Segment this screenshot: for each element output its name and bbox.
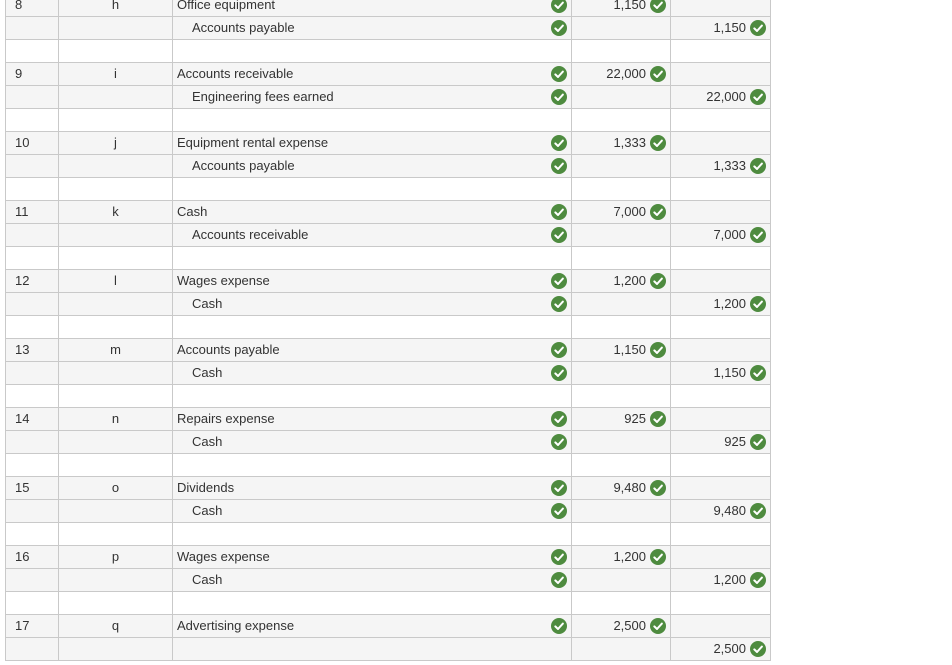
credit-amount: 2,500 <box>713 641 746 656</box>
transaction-letter-cell <box>59 569 173 591</box>
transaction-letter-cell: q <box>59 615 173 637</box>
debit-amount: 1,333 <box>613 135 646 150</box>
transaction-letter-cell <box>59 224 173 246</box>
account-title-field[interactable] <box>173 569 572 591</box>
transaction-letter-cell <box>59 155 173 177</box>
entry-number-cell: 9 <box>5 63 59 85</box>
transaction-letter-cell <box>59 431 173 453</box>
entry-number-cell <box>5 155 59 177</box>
debit-field[interactable] <box>572 615 671 637</box>
spacer-row <box>5 523 771 546</box>
entry-number-cell <box>5 523 59 545</box>
debit-amount: 7,000 <box>613 204 646 219</box>
entry-number-cell: 12 <box>5 270 59 292</box>
entry-number-cell <box>5 224 59 246</box>
transaction-letter-cell <box>59 293 173 315</box>
debit-field[interactable] <box>572 408 671 430</box>
credit-field[interactable] <box>671 362 771 384</box>
checkmark-circle-icon <box>750 158 766 174</box>
journal-row <box>5 155 771 178</box>
debit-field <box>572 40 671 62</box>
account-title-field <box>173 523 572 545</box>
transaction-letter-cell <box>59 638 173 660</box>
account-title-field <box>173 247 572 269</box>
debit-field[interactable] <box>572 477 671 499</box>
transaction-letter-cell <box>59 109 173 131</box>
debit-amount: 1,200 <box>613 549 646 564</box>
account-title-field[interactable] <box>173 638 572 660</box>
journal-row <box>5 339 771 362</box>
checkmark-circle-icon <box>750 572 766 588</box>
account-title-field[interactable] <box>173 132 572 154</box>
checkmark-circle-icon <box>750 20 766 36</box>
entry-number-cell: 17 <box>5 615 59 637</box>
credit-field <box>671 247 771 269</box>
credit-amount: 1,200 <box>713 296 746 311</box>
entry-number-cell <box>5 109 59 131</box>
debit-field[interactable] <box>572 569 671 591</box>
credit-amount: 1,150 <box>713 20 746 35</box>
debit-field[interactable] <box>572 500 671 522</box>
debit-field[interactable] <box>572 155 671 177</box>
credit-field <box>671 40 771 62</box>
credit-field[interactable] <box>671 132 771 154</box>
account-title-field[interactable] <box>173 500 572 522</box>
checkmark-circle-icon <box>650 0 666 13</box>
credit-field <box>671 316 771 338</box>
entry-number-cell <box>5 293 59 315</box>
checkmark-circle-icon <box>551 20 567 36</box>
debit-field[interactable] <box>572 293 671 315</box>
entry-number-cell: 10 <box>5 132 59 154</box>
credit-field[interactable] <box>671 63 771 85</box>
transaction-letter-cell: k <box>59 201 173 223</box>
transaction-letter-cell: i <box>59 63 173 85</box>
checkmark-circle-icon <box>551 158 567 174</box>
journal-row <box>5 224 771 247</box>
account-title-field[interactable] <box>173 362 572 384</box>
entry-number-cell <box>5 638 59 660</box>
account-title-text: Accounts payable <box>192 158 295 173</box>
checkmark-circle-icon <box>750 296 766 312</box>
debit-amount: 9,480 <box>613 480 646 495</box>
checkmark-circle-icon <box>551 411 567 427</box>
account-title-field <box>173 178 572 200</box>
entry-number-cell <box>5 592 59 614</box>
transaction-letter-cell <box>59 523 173 545</box>
debit-amount: 1,150 <box>613 342 646 357</box>
checkmark-circle-icon <box>551 273 567 289</box>
spacer-row <box>5 592 771 615</box>
transaction-letter-cell: p <box>59 546 173 568</box>
account-title-text: Cash <box>192 503 223 518</box>
transaction-letter-cell <box>59 385 173 407</box>
account-title-field[interactable] <box>173 477 572 499</box>
debit-amount: 2,500 <box>613 618 646 633</box>
checkmark-circle-icon <box>650 618 666 634</box>
entry-number-cell: 16 <box>5 546 59 568</box>
account-title-field[interactable] <box>173 546 572 568</box>
account-title-text: Office equipment <box>177 0 276 12</box>
account-title-field[interactable] <box>173 17 572 39</box>
credit-field <box>671 592 771 614</box>
transaction-letter-cell: o <box>59 477 173 499</box>
debit-field[interactable] <box>572 201 671 223</box>
account-title-field[interactable] <box>173 155 572 177</box>
transaction-letter-cell: n <box>59 408 173 430</box>
account-title-text: Equipment rental expense <box>177 135 329 150</box>
transaction-letter-cell: m <box>59 339 173 361</box>
entry-number-cell <box>5 431 59 453</box>
credit-amount: 9,480 <box>713 503 746 518</box>
credit-amount: 7,000 <box>713 227 746 242</box>
transaction-letter-cell <box>59 17 173 39</box>
journal-row <box>5 17 771 40</box>
journal-row <box>5 477 771 500</box>
debit-amount: 22,000 <box>606 66 646 81</box>
credit-field[interactable] <box>671 615 771 637</box>
entry-number-cell <box>5 385 59 407</box>
credit-field[interactable] <box>671 339 771 361</box>
account-title-field[interactable] <box>173 63 572 85</box>
account-title-text: Wages expense <box>177 549 270 564</box>
account-title-text: Accounts receivable <box>177 66 294 81</box>
debit-field <box>572 385 671 407</box>
entry-number-cell <box>5 569 59 591</box>
account-title-field[interactable] <box>173 615 572 637</box>
account-title-field <box>173 454 572 476</box>
checkmark-circle-icon <box>650 480 666 496</box>
debit-field[interactable] <box>572 0 671 16</box>
credit-amount: 925 <box>724 434 746 449</box>
debit-field[interactable] <box>572 17 671 39</box>
transaction-letter-cell <box>59 316 173 338</box>
account-title-text: Cash <box>177 204 208 219</box>
spacer-row <box>5 385 771 408</box>
entry-number-cell: 13 <box>5 339 59 361</box>
spacer-row <box>5 454 771 477</box>
transaction-letter-cell <box>59 500 173 522</box>
checkmark-circle-icon <box>650 135 666 151</box>
entry-number-cell <box>5 178 59 200</box>
credit-field[interactable] <box>671 638 771 660</box>
debit-field <box>572 592 671 614</box>
journal-row <box>5 569 771 592</box>
checkmark-circle-icon <box>551 66 567 82</box>
entry-number-cell <box>5 40 59 62</box>
journal-row <box>5 500 771 523</box>
checkmark-circle-icon <box>551 434 567 450</box>
entry-number-cell <box>5 86 59 108</box>
journal-row <box>5 63 771 86</box>
account-title-text: Repairs expense <box>177 411 275 426</box>
checkmark-circle-icon <box>551 135 567 151</box>
debit-field[interactable] <box>572 86 671 108</box>
credit-field[interactable] <box>671 0 771 16</box>
journal-row <box>5 132 771 155</box>
account-title-field[interactable] <box>173 339 572 361</box>
debit-field <box>572 523 671 545</box>
account-title-field[interactable] <box>173 224 572 246</box>
account-title-field <box>173 592 572 614</box>
account-title-field[interactable] <box>173 408 572 430</box>
account-title-field[interactable] <box>173 0 572 16</box>
transaction-letter-cell: j <box>59 132 173 154</box>
entry-number-cell: 14 <box>5 408 59 430</box>
entry-number-cell <box>5 362 59 384</box>
debit-field <box>572 454 671 476</box>
transaction-letter-cell <box>59 247 173 269</box>
account-title-field <box>173 316 572 338</box>
credit-amount: 1,333 <box>713 158 746 173</box>
transaction-letter-cell: h <box>59 0 173 16</box>
credit-field[interactable] <box>671 155 771 177</box>
spacer-row <box>5 247 771 270</box>
account-title-field[interactable] <box>173 270 572 292</box>
journal-row <box>5 431 771 454</box>
transaction-letter-cell <box>59 86 173 108</box>
checkmark-circle-icon <box>650 66 666 82</box>
checkmark-circle-icon <box>650 204 666 220</box>
journal-row <box>5 615 771 638</box>
checkmark-circle-icon <box>551 503 567 519</box>
credit-field[interactable] <box>671 431 771 453</box>
account-title-field[interactable] <box>173 86 572 108</box>
debit-amount: 1,200 <box>613 273 646 288</box>
credit-amount: 1,200 <box>713 572 746 587</box>
journal-row <box>5 638 771 661</box>
checkmark-circle-icon <box>551 89 567 105</box>
entry-number-cell <box>5 17 59 39</box>
account-title-field <box>173 385 572 407</box>
transaction-letter-cell <box>59 454 173 476</box>
account-title-text: Advertising expense <box>177 618 295 633</box>
account-title-text: Wages expense <box>177 273 270 288</box>
debit-field[interactable] <box>572 339 671 361</box>
checkmark-circle-icon <box>551 342 567 358</box>
checkmark-circle-icon <box>650 273 666 289</box>
checkmark-circle-icon <box>750 434 766 450</box>
account-title-field[interactable] <box>173 201 572 223</box>
transaction-letter-cell <box>59 178 173 200</box>
entry-number-cell <box>5 500 59 522</box>
credit-field[interactable] <box>671 224 771 246</box>
checkmark-circle-icon <box>750 365 766 381</box>
account-title-text: Cash <box>192 365 223 380</box>
account-title-text: Dividends <box>177 480 235 495</box>
journal-row <box>5 0 771 17</box>
credit-field[interactable] <box>671 408 771 430</box>
entry-number-cell <box>5 454 59 476</box>
account-title-text: Accounts payable <box>177 342 280 357</box>
credit-field[interactable] <box>671 293 771 315</box>
journal-row <box>5 408 771 431</box>
account-title-field[interactable] <box>173 431 572 453</box>
account-title-text: Cash <box>192 296 223 311</box>
credit-field <box>671 523 771 545</box>
entry-number-cell: 11 <box>5 201 59 223</box>
checkmark-circle-icon <box>750 89 766 105</box>
account-title-text: Cash <box>192 572 223 587</box>
checkmark-circle-icon <box>551 0 567 13</box>
spacer-row <box>5 109 771 132</box>
spacer-row <box>5 178 771 201</box>
debit-field[interactable] <box>572 132 671 154</box>
checkmark-circle-icon <box>551 296 567 312</box>
debit-field[interactable] <box>572 431 671 453</box>
credit-field <box>671 454 771 476</box>
checkmark-circle-icon <box>551 480 567 496</box>
debit-field <box>572 178 671 200</box>
debit-amount: 1,150 <box>613 0 646 12</box>
checkmark-circle-icon <box>750 227 766 243</box>
checkmark-circle-icon <box>551 549 567 565</box>
account-title-field <box>173 40 572 62</box>
journal-row <box>5 270 771 293</box>
checkmark-circle-icon <box>551 204 567 220</box>
account-title-field[interactable] <box>173 293 572 315</box>
spacer-row <box>5 40 771 63</box>
credit-field[interactable] <box>671 17 771 39</box>
transaction-letter-cell <box>59 40 173 62</box>
transaction-letter-cell <box>59 362 173 384</box>
credit-field <box>671 109 771 131</box>
entry-number-cell: 8 <box>5 0 59 16</box>
debit-field[interactable] <box>572 638 671 660</box>
account-title-field <box>173 109 572 131</box>
transaction-letter-cell: l <box>59 270 173 292</box>
account-title-text: Accounts payable <box>192 20 295 35</box>
checkmark-circle-icon <box>551 572 567 588</box>
journal-entry-table <box>5 0 771 661</box>
credit-field[interactable] <box>671 500 771 522</box>
journal-row <box>5 362 771 385</box>
entry-number-cell <box>5 247 59 269</box>
checkmark-circle-icon <box>750 641 766 657</box>
checkmark-circle-icon <box>551 365 567 381</box>
debit-amount: 925 <box>624 411 646 426</box>
checkmark-circle-icon <box>650 549 666 565</box>
checkmark-circle-icon <box>650 342 666 358</box>
spacer-row <box>5 316 771 339</box>
credit-field[interactable] <box>671 201 771 223</box>
debit-field <box>572 109 671 131</box>
credit-field <box>671 178 771 200</box>
debit-field[interactable] <box>572 224 671 246</box>
entry-number-cell <box>5 316 59 338</box>
entry-number-cell: 15 <box>5 477 59 499</box>
journal-row <box>5 201 771 224</box>
debit-field <box>572 316 671 338</box>
credit-amount: 1,150 <box>713 365 746 380</box>
account-title-text: Engineering fees earned <box>192 89 334 104</box>
credit-field[interactable] <box>671 569 771 591</box>
debit-field <box>572 247 671 269</box>
checkmark-circle-icon <box>650 411 666 427</box>
credit-field[interactable] <box>671 270 771 292</box>
account-title-text: Accounts receivable <box>192 227 309 242</box>
debit-field[interactable] <box>572 362 671 384</box>
debit-field[interactable] <box>572 63 671 85</box>
account-title-text: Cash <box>192 434 223 449</box>
transaction-letter-cell <box>59 592 173 614</box>
credit-field[interactable] <box>671 86 771 108</box>
checkmark-circle-icon <box>551 618 567 634</box>
journal-row <box>5 546 771 569</box>
journal-row <box>5 293 771 316</box>
debit-field[interactable] <box>572 270 671 292</box>
credit-amount: 22,000 <box>706 89 746 104</box>
debit-field[interactable] <box>572 546 671 568</box>
checkmark-circle-icon <box>750 503 766 519</box>
credit-field[interactable] <box>671 546 771 568</box>
credit-field <box>671 385 771 407</box>
checkmark-circle-icon <box>551 227 567 243</box>
credit-field[interactable] <box>671 477 771 499</box>
journal-row <box>5 86 771 109</box>
